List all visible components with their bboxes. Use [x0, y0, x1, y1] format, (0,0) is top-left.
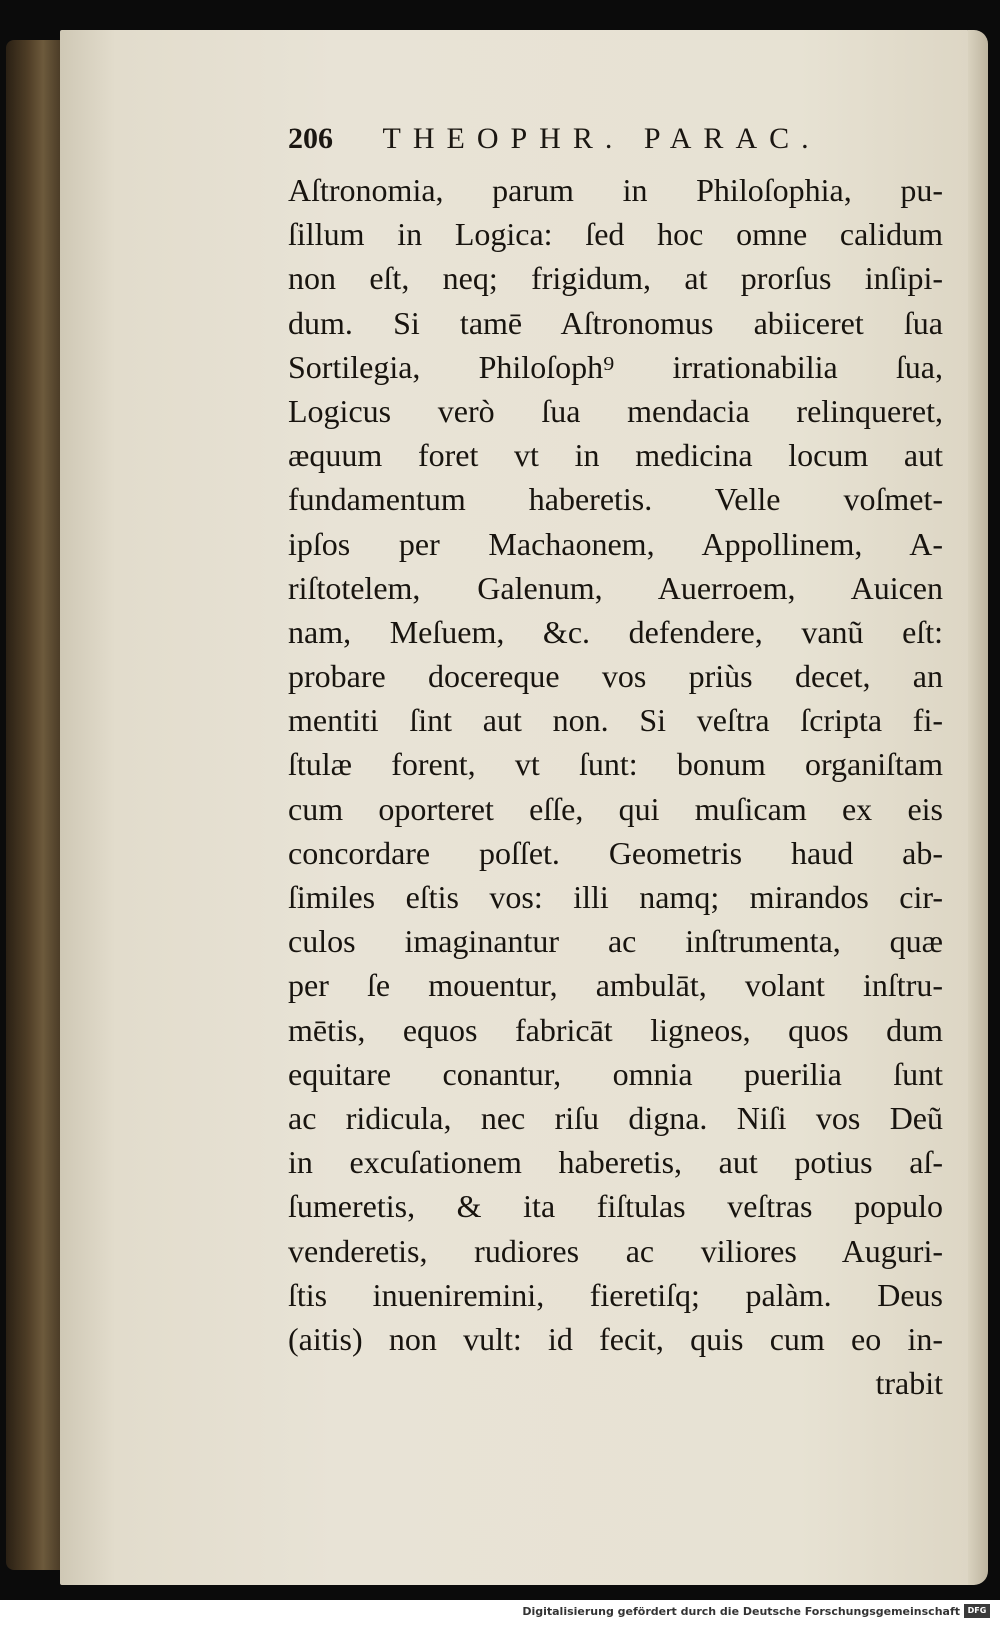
text-line: ſimiles eſtis vos: illi namq; mirandos cir- — [288, 879, 943, 915]
text-line: culos imaginantur ac inſtrumenta, quæ — [288, 923, 943, 960]
text-line: ſillum in Logica: ſed hoc omne calidum — [288, 216, 943, 253]
page-number: 206 — [288, 122, 333, 155]
text-line: mētis, equos fabricāt ligneos, quos dum — [288, 1011, 943, 1048]
text-line: cum oporteret eſſe, qui muſicam ex eis — [288, 790, 943, 827]
text-line: ſtis inueniremini, fieretiſq; palàm. Deus — [288, 1276, 943, 1313]
text-line: concordare poſſet. Geometris haud ab- — [288, 834, 943, 871]
text-line: Logicus verò ſua mendacia relinqueret, — [288, 392, 943, 429]
text-line: (aitis) non vult: id fecit, quis cum eo in- — [288, 1320, 943, 1357]
running-title: THEOPHR. PARAC. — [382, 122, 821, 155]
text-line: Sortilegia, Philoſoph⁹ irrationabilia ſua, — [288, 348, 943, 385]
body-text — [288, 168, 943, 1405]
dfg-logo: DFG — [964, 1604, 990, 1618]
text-line: nam, Meſuem, &c. defendere, vanũ eſt: — [288, 613, 943, 650]
text-line: ipſos per Machaonem, Appollinem, A- — [288, 525, 943, 562]
text-line: ſumeretis, & ita fiſtulas veſtras populo — [288, 1188, 943, 1225]
page-edge — [968, 30, 988, 1585]
text-line: ſtulæ forent, vt ſunt: bonum organiſtam — [288, 746, 943, 783]
text-line: probare docereque vos priùs decet, an — [288, 658, 943, 695]
text-line: non eſt, neq; frigidum, at prorſus inſipi- — [288, 260, 943, 297]
text-line: dum. Si tamē Aſtronomus abiiceret ſua — [288, 304, 943, 341]
text-line: Aſtronomia, parum in Philoſophia, pu- — [288, 172, 943, 208]
text-line: fundamentum haberetis. Velle voſmet- — [288, 481, 943, 518]
text-line: riſtotelem, Galenum, Auerroem, Auicen — [288, 569, 943, 606]
running-head — [288, 122, 888, 162]
footer — [0, 1600, 1000, 1628]
text-line: ac ridicula, nec riſu digna. Niſi vos Deũ — [288, 1099, 943, 1136]
text-line: per ſe mouentur, ambulāt, volant inſtru- — [288, 967, 943, 1004]
digitization-credit: Digitalisierung gefördert durch die Deutsche Forschungsgemeinschaft — [522, 1605, 960, 1618]
text-line: mentiti ſint aut non. Si veſtra ſcripta fi- — [288, 702, 943, 739]
book-spine-edge — [6, 40, 68, 1570]
text-line: venderetis, rudiores ac viliores Auguri- — [288, 1232, 943, 1269]
text-line: trabit — [875, 1365, 943, 1402]
text-line: equitare conantur, omnia puerilia ſunt — [288, 1055, 943, 1092]
text-line: æquum foret vt in medicina locum aut — [288, 437, 943, 474]
text-line: in excuſationem haberetis, aut potius aſ- — [288, 1144, 943, 1181]
